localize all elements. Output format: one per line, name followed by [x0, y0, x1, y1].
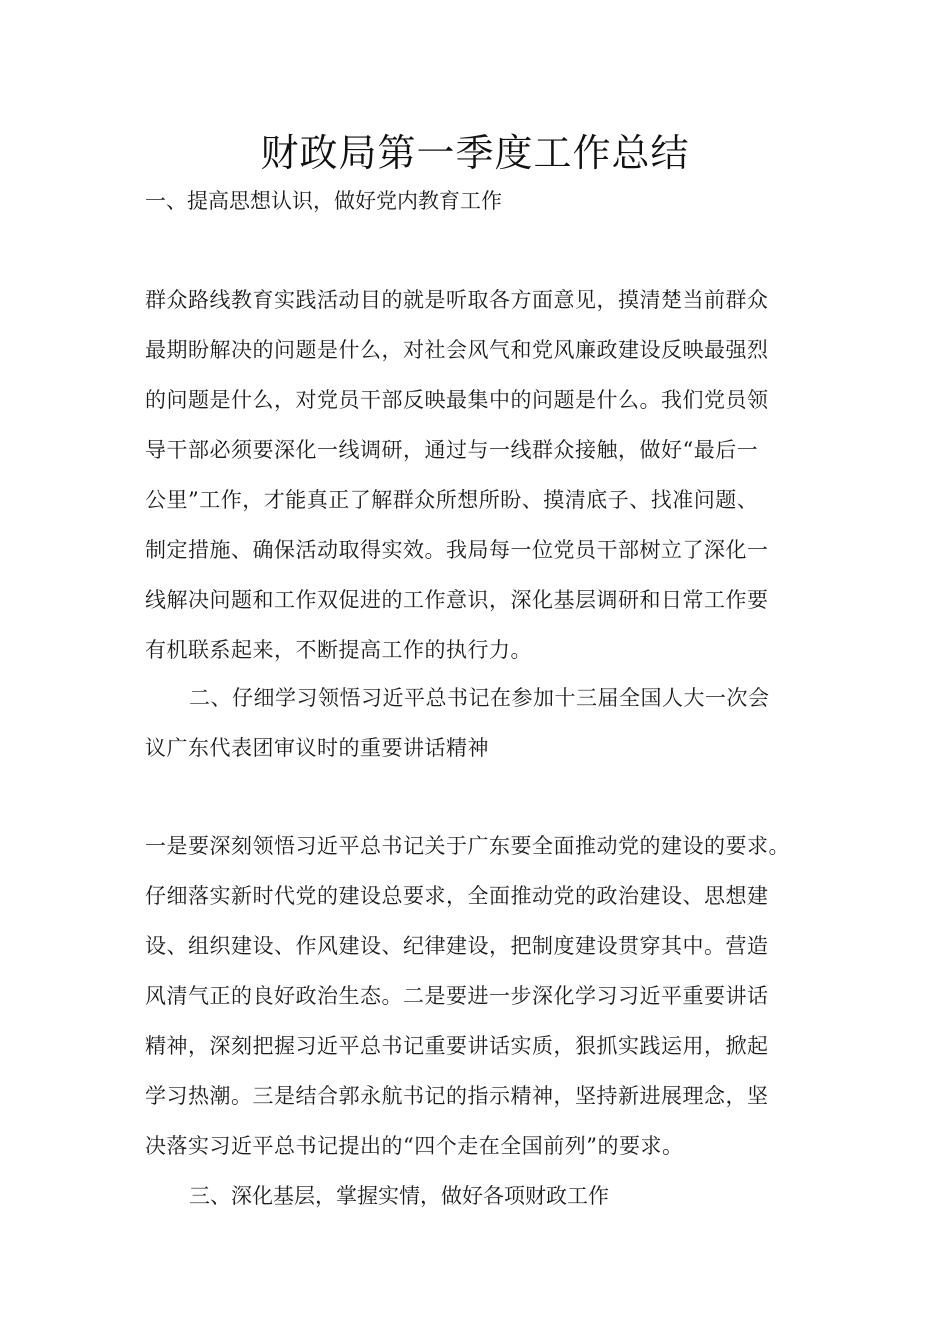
paragraph-line: 最期盼解决的问题是什么，对社会风气和党风廉政建设反映最强烈 [145, 338, 769, 362]
paragraph-line: 线解决问题和工作双促进的工作意识，深化基层调研和日常工作要 [145, 588, 769, 612]
section-2-heading [145, 673, 835, 773]
section-1-heading: 一、提高思想认识，做好党内教育工作 [145, 189, 502, 213]
paragraph-line: 制定措施、确保活动取得实效。我局每一位党员干部树立了深化一 [145, 538, 769, 562]
paragraph-line: 一是要深刻领悟习近平总书记关于广东要全面推动党的建设的要求。 [145, 834, 790, 858]
paragraph-line: 仔细落实新时代党的建设总要求，全面推动党的政治建设、思想建 [145, 884, 769, 908]
paragraph-line: 精神，深刻把握习近平总书记重要讲话实质，狠抓实践运用，掀起 [145, 1034, 769, 1058]
paragraph-line: 有机联系起来，不断提高工作的执行力。 [145, 638, 532, 662]
paragraph-line: 学习热潮。三是结合郭永航书记的指示精神，坚持新进展理念，坚 [145, 1084, 769, 1108]
paragraph-line: 群众路线教育实践活动目的就是听取各方面意见，摸清楚当前群众 [145, 288, 769, 312]
document-title: 财政局第一季度工作总结 [260, 131, 690, 175]
paragraph-line: 决落实习近平总书记提出的“四个走在全国前列”的要求。 [145, 1134, 684, 1158]
heading-line: 二、仔细学习领悟习近平总书记在参加十三届全国人大一次会 [189, 686, 770, 710]
paragraph-line: 设、组织建设、作风建设、纪律建设，把制度建设贯穿其中。营造 [145, 934, 769, 958]
section-2-body [145, 821, 835, 1171]
paragraph-line: 公里”工作，才能真正了解群众所想所盼、摸清底子、找准问题、 [145, 488, 759, 512]
section-1-body [145, 275, 835, 675]
paragraph-line: 的问题是什么，对党员干部反映最集中的问题是什么。我们党员领 [145, 388, 769, 412]
paragraph-line: 导干部必须要深化一线调研，通过与一线群众接触，做好“最后一 [145, 438, 759, 462]
heading-line: 议广东代表团审议时的重要讲话精神 [145, 736, 489, 760]
paragraph-line: 风清气正的良好政治生态。二是要进一步深化学习习近平重要讲话 [145, 984, 769, 1008]
section-3-heading: 三、深化基层，掌握实情，做好各项财政工作 [189, 1184, 609, 1208]
